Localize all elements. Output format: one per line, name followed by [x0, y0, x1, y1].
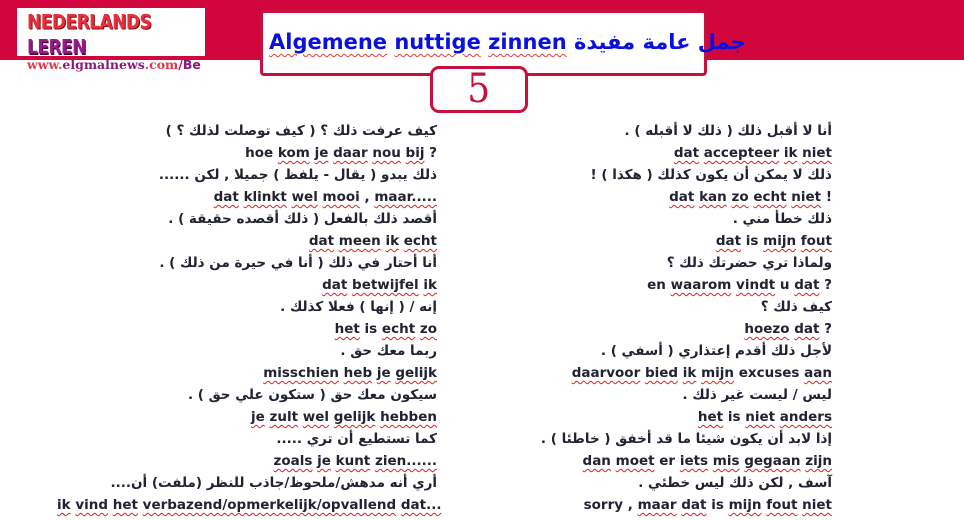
dutch-word: moet [615, 453, 655, 469]
arabic-phrase: ولماذا تري حضرتك ذلك ؟ [666, 255, 832, 271]
dutch-word: ik [385, 233, 400, 249]
dutch-word: betwijfel [352, 277, 419, 293]
arabic-phrase: أنا لا أقبل ذلك ( ذلك لا أقبله ) . [624, 123, 832, 139]
dutch-phrase [412, 362, 832, 384]
dutch-word: heb [343, 365, 373, 381]
dutch-word: nou [372, 145, 401, 161]
dutch-phrase [57, 494, 442, 516]
dutch-word: excuses [738, 365, 800, 381]
arabic-phrase: ذلك لا يمكن أن يكون كذلك ( هكذا ) ! [590, 167, 832, 183]
dutch-word: aan [804, 365, 832, 381]
dutch-word: je [314, 145, 329, 161]
dutch-word: mooi [322, 189, 360, 205]
dutch-word: klinkt [243, 189, 287, 205]
dutch-phrase [57, 362, 437, 384]
dutch-word: fout [800, 233, 832, 249]
dutch-word: dat [794, 277, 820, 293]
dutch-word: dat [308, 233, 335, 249]
dutch-word: ! [825, 189, 832, 205]
dutch-word: zien...... [374, 453, 437, 469]
dutch-phrase [412, 406, 832, 428]
title-word: Algemene [269, 30, 388, 54]
dutch-word: er [659, 453, 676, 469]
page-title [269, 30, 746, 54]
arabic-phrase: ليس / ليست غير ذلك . [682, 387, 832, 403]
phrase-column-right [412, 120, 832, 516]
dutch-phrase [412, 494, 832, 516]
dutch-word: sorry [583, 497, 624, 513]
dutch-word: daar [333, 145, 368, 161]
dutch-word: u [779, 277, 790, 293]
dutch-word: dat [322, 277, 348, 293]
dutch-word: kom [277, 145, 310, 161]
dutch-word: dat [669, 189, 695, 205]
dutch-word: iets [679, 453, 709, 469]
dutch-word: anders [779, 409, 832, 425]
dutch-word: vindt [736, 277, 776, 293]
dutch-phrase [57, 230, 437, 252]
dutch-word: is [364, 321, 378, 337]
dutch-word: dat [794, 321, 820, 337]
dutch-phrase [57, 274, 437, 296]
dutch-word: waarom [670, 277, 732, 293]
dutch-phrase [57, 142, 437, 164]
dutch-word: zult [269, 409, 299, 425]
dutch-word: niet [802, 497, 832, 513]
dutch-word: , [627, 497, 633, 513]
dutch-word: accepteer [703, 145, 780, 161]
phrase-column-left [57, 120, 442, 516]
dutch-word: echt [753, 189, 787, 205]
logo-title-nederlands: NEDERLANDS [27, 11, 152, 35]
logo-url-path: /Be [178, 57, 201, 72]
dutch-word: je [376, 365, 391, 381]
dutch-word: mijn [763, 233, 797, 249]
dutch-word: kan [699, 189, 727, 205]
dutch-word: is [711, 497, 724, 513]
dutch-word: het [697, 409, 724, 425]
logo-url-domain: elgmalnews [62, 57, 145, 72]
dutch-word: dat [715, 233, 742, 249]
dutch-phrase [57, 318, 437, 340]
logo-url-www: www. [27, 57, 63, 72]
site-logo[interactable] [17, 8, 205, 72]
title-word: zinnen [488, 30, 567, 54]
dutch-word: gegaan [744, 453, 801, 469]
dutch-word: ik [682, 365, 697, 381]
title-word: nuttige [394, 30, 481, 54]
dutch-word: dan [582, 453, 611, 469]
dutch-word: gelijk [395, 365, 437, 381]
arabic-phrase: ذلك خطأ مني . [732, 211, 832, 227]
dutch-word: dat [213, 189, 239, 205]
arabic-phrase: إنه / ( إنها ) فعلا كذلك . [280, 299, 437, 315]
dutch-phrase [412, 318, 832, 340]
dutch-word: zijn [805, 453, 832, 469]
dutch-word: gelijk [333, 409, 376, 425]
arabic-phrase: آسف , لكن ذلك ليس خطئي . [638, 475, 832, 491]
dutch-word: maar..... [374, 189, 437, 205]
dutch-word: zo [419, 321, 437, 337]
dutch-word: echt [403, 233, 437, 249]
dutch-word: hebben [380, 409, 437, 425]
dutch-word: meen [338, 233, 381, 249]
dutch-word: daarvoor [571, 365, 641, 381]
dutch-word: het [334, 321, 360, 337]
arabic-phrase: كيف ذلك ؟ [760, 299, 832, 315]
dutch-word: echt [381, 321, 416, 337]
dutch-word: vind [75, 497, 109, 513]
dutch-word: ? [429, 145, 437, 161]
logo-url-tld: .com [144, 57, 179, 72]
arabic-phrase: أنا أحتار في ذلك ( أنا في حيرة من ذلك ) . [159, 255, 437, 271]
dutch-word: bied [644, 365, 679, 381]
arabic-phrase: سيكون معك حق ( ستكون علي حق ) . [187, 387, 437, 403]
dutch-phrase [412, 186, 832, 208]
dutch-word: ik [423, 277, 437, 293]
dutch-phrase [57, 406, 437, 428]
arabic-phrase: كما تستطيع أن تري ..... [276, 431, 437, 447]
dutch-word: niet [802, 145, 832, 161]
dutch-word: zo [731, 189, 749, 205]
dutch-word: is [745, 233, 759, 249]
dutch-word: dat [673, 145, 700, 161]
dutch-word: het [112, 497, 138, 513]
arabic-phrase: أقصد ذلك بالفعل ( ذلك أقصده حقيقة ) . [168, 211, 437, 227]
dutch-word: mijn [728, 497, 762, 513]
arabic-phrase: ذلك يبدو ( يقال - يلفظ ) جميلا , لكن ...... [158, 167, 437, 183]
dutch-word: hoe [245, 145, 274, 161]
dutch-phrase [57, 186, 437, 208]
arabic-phrase: أري أنه مدهش/ملحوظ/جاذب للنظر (ملفت) أن.... [110, 475, 437, 491]
dutch-word: ? [824, 277, 832, 293]
dutch-word: ik [57, 497, 71, 513]
dutch-word: niet [791, 189, 822, 205]
arabic-phrase: لأجل ذلك أقدم إعتذاري ( أسفي ) . [600, 343, 832, 359]
dutch-word: niet [745, 409, 776, 425]
dutch-word: dat... [400, 497, 442, 513]
dutch-word: kunt [335, 453, 371, 469]
dutch-word: misschien [263, 365, 339, 381]
arabic-phrase: ربما معك حق . [340, 343, 437, 359]
dutch-word: dat [681, 497, 707, 513]
title-arabic: جمل عامة مفيدة [573, 30, 746, 54]
dutch-word: is [727, 409, 741, 425]
dutch-phrase [412, 230, 832, 252]
arabic-phrase: كيف عرفت ذلك ؟ ( كيف توصلت لذلك ؟ ) [165, 123, 437, 139]
dutch-phrase [412, 274, 832, 296]
dutch-word: mijn [701, 365, 735, 381]
dutch-phrase [412, 450, 832, 472]
lesson-number: 5 [467, 66, 491, 112]
dutch-word: je [251, 409, 265, 425]
logo-title-leren: LEREN [27, 36, 86, 60]
dutch-word: ik [783, 145, 798, 161]
dutch-word: wel [291, 189, 318, 205]
dutch-phrase [57, 450, 437, 472]
dutch-word: en [647, 277, 666, 293]
dutch-word: ? [824, 321, 832, 337]
dutch-word: maar [637, 497, 677, 513]
dutch-word: fout [766, 497, 798, 513]
dutch-word: zoals [273, 453, 313, 469]
lesson-number-badge [430, 66, 528, 113]
dutch-word: , [364, 189, 370, 205]
dutch-word: bij [405, 145, 425, 161]
dutch-word: mis [712, 453, 740, 469]
dutch-word: hoezo [744, 321, 790, 337]
logo-title [27, 10, 199, 61]
dutch-phrase [412, 142, 832, 164]
dutch-word: je [317, 453, 331, 469]
arabic-phrase: إذا لابد أن يكون شيئا ما قد أخفق ( خاطئا ) . [540, 431, 832, 447]
dutch-word: verbazend/opmerkelijk/opvallend [142, 497, 397, 513]
dutch-word: wel [302, 409, 330, 425]
